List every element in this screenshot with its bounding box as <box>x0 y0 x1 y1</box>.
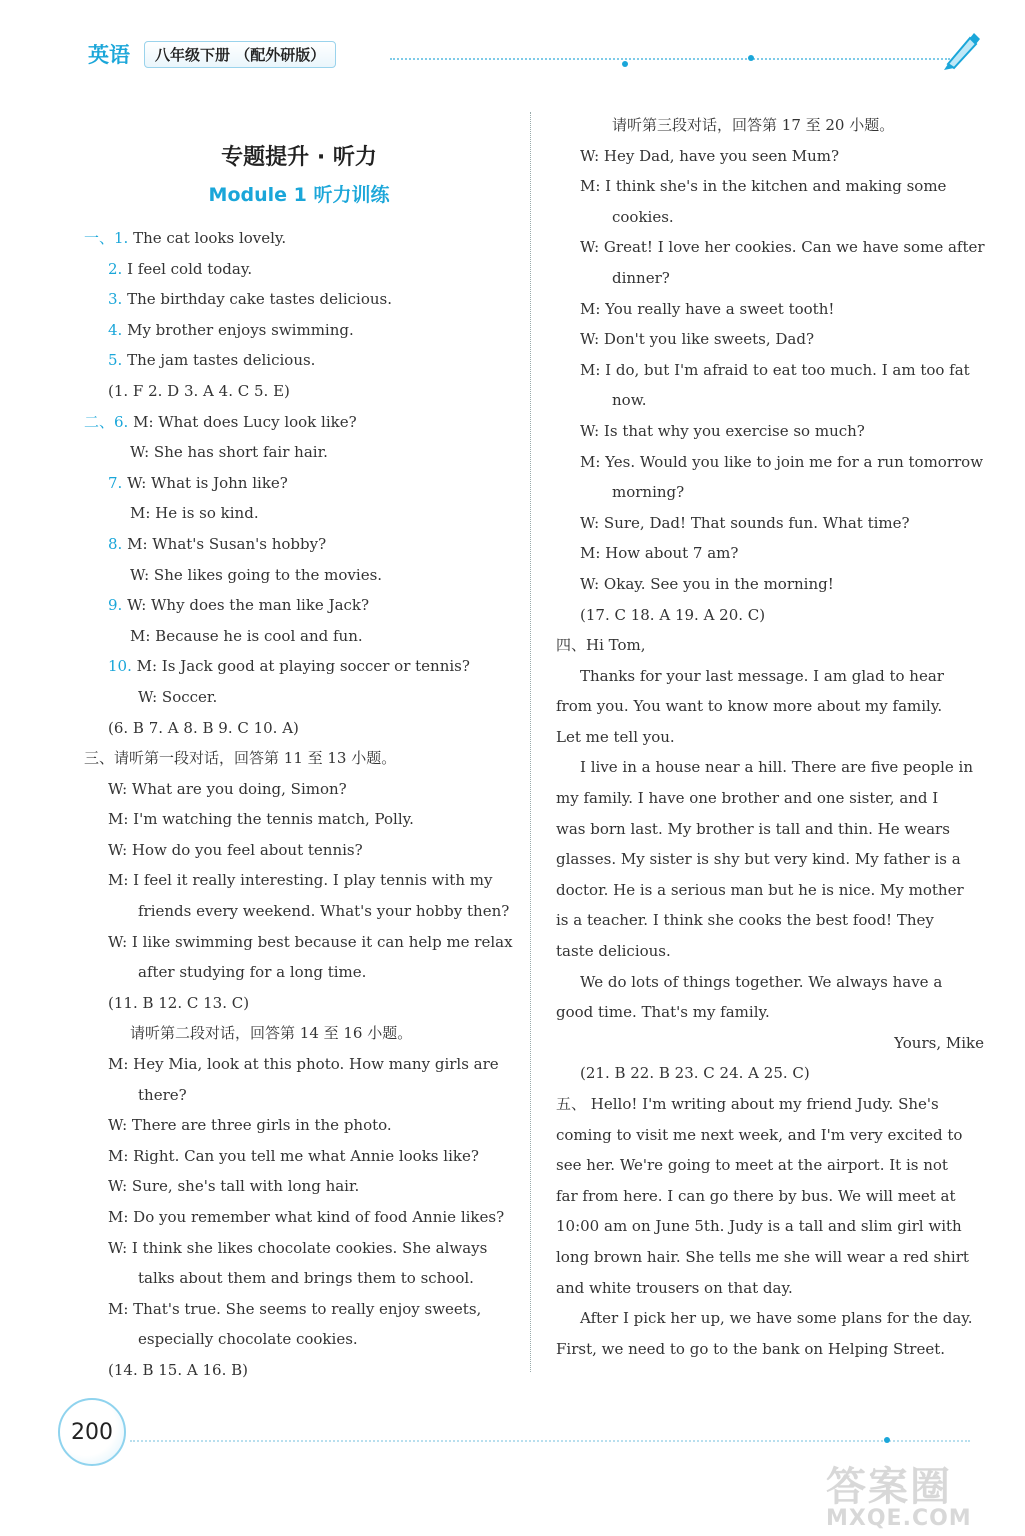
text-line: M: I think she's in the kitchen and making some <box>580 177 947 196</box>
text-line: M: I do, but I'm afraid to eat too much. I am too fat <box>580 360 970 379</box>
text-line: W: She likes going to the movies. <box>130 565 383 584</box>
text-line: 10. M: Is Jack good at playing soccer or tennis? <box>108 657 470 676</box>
text-line: there? <box>138 1085 187 1104</box>
text-line: M: You really have a sweet tooth! <box>580 299 835 318</box>
text-line: 4. My brother enjoys swimming. <box>108 320 354 339</box>
text-line: coming to visit me next week, and I'm very excited to <box>556 1125 963 1144</box>
text-line: friends every weekend. What's your hobby then? <box>138 902 510 921</box>
text-line: 7. W: What is John like? <box>108 473 288 492</box>
text-line: glasses. My sister is shy but very kind. My father is a <box>556 850 961 869</box>
text-line: 9. W: Why does the man like Jack? <box>108 596 370 615</box>
text-line: cookies. <box>612 207 674 226</box>
header-dot <box>622 61 628 67</box>
page-number: 200 <box>58 1398 126 1466</box>
text-line: W: She has short fair hair. <box>130 443 328 462</box>
text-line: dinner? <box>612 268 670 287</box>
answer-key: (21. B 22. B 23. C 24. A 25. C) <box>580 1064 810 1083</box>
answer-key: (11. B 12. C 13. C) <box>108 993 250 1012</box>
answer-key: (6. B 7. A 8. B 9. C 10. A) <box>108 718 299 737</box>
header-dot <box>748 55 754 61</box>
text-line: 请听第三段对话，回答第 17 至 20 小题。 <box>612 116 895 134</box>
answer-key: (17. C 18. A 19. A 20. C) <box>580 605 766 624</box>
module-subtitle: Module 1 听力训练 <box>208 184 390 206</box>
answer-key: (1. F 2. D 3. A 4. C 5. E) <box>108 381 290 400</box>
text-line: Let me tell you. <box>556 727 675 746</box>
text-line: M: Do you remember what kind of food Annie likes? <box>108 1208 505 1226</box>
text-line: 五、 Hello! I'm writing about my friend Judy. She's <box>556 1095 939 1113</box>
text-line: is a teacher. I think she cooks the best food! They <box>556 911 934 930</box>
header-dotted-line <box>390 58 950 60</box>
text-line: After I pick her up, we have some plans for the day. <box>580 1309 973 1328</box>
text-line: 一、1. The cat looks lovely. <box>84 229 287 247</box>
text-line: M: Hey Mia, look at this photo. How many girls are <box>108 1055 499 1074</box>
text-line: 3. The birthday cake tastes delicious. <box>108 290 392 309</box>
text-line: 二、6. M: What does Lucy look like? <box>84 412 357 431</box>
text-line: M: Right. Can you tell me what Annie looks like? <box>108 1146 479 1165</box>
text-line: long brown hair. She tells me she will wear a red shirt <box>556 1247 969 1266</box>
text-line: M: Yes. Would you like to join me for a run tomorrow <box>580 452 984 471</box>
text-line: especially chocolate cookies. <box>138 1330 358 1349</box>
text-line: now. <box>612 391 647 410</box>
text-line: M: How about 7 am? <box>580 544 739 563</box>
watermark-bottom: MXQE.COM <box>826 1506 972 1531</box>
text-line: W: Sure, Dad! That sounds fun. What time? <box>580 513 910 532</box>
text-line: 请听第二段对话，回答第 14 至 16 小题。 <box>130 1024 413 1043</box>
text-line: M: I'm watching the tennis match, Polly. <box>108 810 414 829</box>
text-line: W: Okay. See you in the morning! <box>580 574 834 593</box>
text-line: far from here. I can go there by bus. We will meet at <box>556 1186 956 1205</box>
text-line: and white trousers on that day. <box>556 1278 793 1297</box>
right-column <box>556 110 984 1364</box>
text-line: doctor. He is a serious man but he is nice. My mother <box>556 880 964 899</box>
text-line: W: Great! I love her cookies. Can we have some after <box>580 238 985 257</box>
text-line: 四、Hi Tom, <box>556 636 646 655</box>
text-line: W: Sure, she's tall with long hair. <box>108 1177 360 1196</box>
text-line: 2. I feel cold today. <box>108 259 253 278</box>
text-line: talks about them and brings them to school. <box>138 1269 474 1288</box>
text-line: M: He is so kind. <box>130 504 259 523</box>
text-line: 三、请听第一段对话，回答第 11 至 13 小题。 <box>84 749 397 768</box>
text-line: M: I feel it really interesting. I play tennis with my <box>108 871 493 890</box>
text-line: W: Don't you like sweets, Dad? <box>580 330 815 349</box>
watermark <box>826 1466 1022 1532</box>
left-column <box>84 223 514 1386</box>
page-header <box>88 38 336 70</box>
text-line: Thanks for your last message. I am glad to hear <box>580 666 944 685</box>
text-line: my family. I have one brother and one sister, and I <box>556 789 939 808</box>
column-divider <box>530 112 531 1372</box>
section-title: 专题提升 · 听力 <box>221 145 377 170</box>
text-line: was born last. My brother is tall and thin. He wears <box>556 819 950 838</box>
text-line: W: What are you doing, Simon? <box>108 779 347 798</box>
text-line: from you. You want to know more about my family. <box>556 697 943 716</box>
edition-label: 八年级下册 （配外研版） <box>144 41 336 68</box>
text-line: 8. M: What's Susan's hobby? <box>108 534 327 553</box>
text-line: morning? <box>612 483 685 502</box>
subject-label: 英语 <box>88 43 130 67</box>
text-line: after studying for a long time. <box>138 963 367 982</box>
text-line: see her. We're going to meet at the airport. It is not <box>556 1156 948 1175</box>
text-line: W: I like swimming best because it can help me relax <box>108 932 513 951</box>
text-line: M: That's true. She seems to really enjoy sweets, <box>108 1299 482 1318</box>
text-line: W: How do you feel about tennis? <box>108 840 363 859</box>
letter-signature: Yours, Mike <box>894 1033 984 1052</box>
text-line: W: Is that why you exercise so much? <box>580 421 865 440</box>
text-line: good time. That's my family. <box>556 1003 770 1022</box>
text-line: We do lots of things together. We always have a <box>580 972 943 991</box>
text-line: First, we need to go to the bank on Helping Street. <box>556 1339 946 1358</box>
footer-dot <box>884 1437 890 1443</box>
text-line: taste delicious. <box>556 942 671 961</box>
text-line: M: Because he is cool and fun. <box>130 626 363 645</box>
pencil-icon <box>938 30 982 70</box>
text-line: W: I think she likes chocolate cookies. She always <box>108 1238 488 1257</box>
watermark-top: 答案圈 <box>826 1464 952 1510</box>
text-line: W: Soccer. <box>138 687 218 706</box>
text-line: 10:00 am on June 5th. Judy is a tall and slim girl with <box>556 1217 962 1236</box>
text-line: 5. The jam tastes delicious. <box>108 351 316 370</box>
text-line: W: There are three girls in the photo. <box>108 1116 392 1135</box>
answer-key: (14. B 15. A 16. B) <box>108 1360 248 1379</box>
text-line: I live in a house near a hill. There are five people in <box>580 758 974 777</box>
text-line: W: Hey Dad, have you seen Mum? <box>580 146 840 165</box>
footer-dotted-line <box>130 1440 970 1442</box>
